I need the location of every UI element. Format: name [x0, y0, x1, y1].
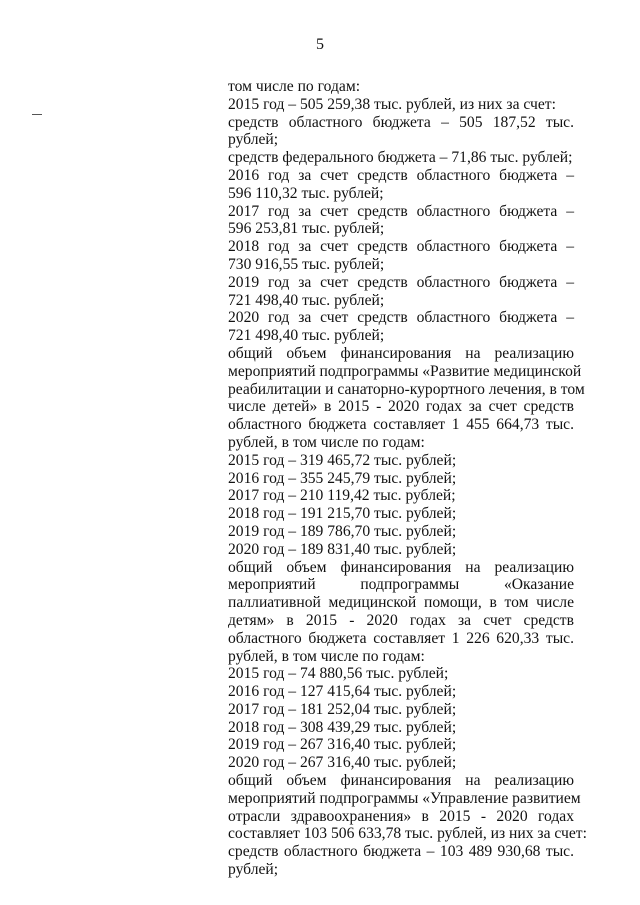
text-line: 2016 год за счет средств областного бюджета –	[228, 166, 574, 184]
text-line: том числе по годам:	[228, 78, 361, 95]
text-line: 2019 год за счет средств областного бюджета –	[228, 273, 574, 291]
text-line: общий объем финансирования на реализацию	[228, 772, 574, 790]
text-line: 721 498,40 тыс. рублей;	[228, 291, 385, 309]
text-line: 2019 год – 189 786,70 тыс. рублей;	[228, 522, 457, 540]
text-line: средств областного бюджета – 103 489 930,68 тыс.	[228, 843, 574, 861]
page-number: 5	[316, 36, 324, 53]
text-line: 2015 год – 74 880,56 тыс. рублей;	[228, 665, 449, 683]
text-line: 730 916,55 тыс. рублей;	[228, 255, 385, 273]
text-line: 2015 год – 505 259,38 тыс. рублей, из них за счет:	[228, 95, 556, 113]
text-line: составляет 103 506 633,78 тыс. рублей, из них за счет:	[228, 825, 587, 843]
text-line: мероприятий подпрограммы «Управление развитием	[228, 789, 581, 807]
text-line: реабилитации и санаторно-курортного лечения, в том	[228, 380, 585, 398]
text-line: детям» в 2015 - 2020 годах за счет средств	[228, 611, 574, 629]
text-line: 2020 год – 267 316,40 тыс. рублей;	[228, 754, 457, 772]
text-line: 2017 год – 210 119,42 тыс. рублей;	[228, 487, 456, 505]
text-line: 2016 год – 355 245,79 тыс. рублей;	[228, 469, 457, 487]
text-line: паллиативной медицинской помощи, в том числе	[228, 594, 574, 612]
text-line: 596 110,32 тыс. рублей;	[228, 184, 384, 202]
text-line: 2018 год – 191 215,70 тыс. рублей;	[228, 505, 457, 523]
text-line: средств федерального бюджета – 71,86 тыс. рублей;	[228, 149, 573, 167]
text-line: 2017 год – 181 252,04 тыс. рублей;	[228, 700, 457, 718]
text-line: областного бюджета составляет 1 455 664,73 тыс.	[228, 416, 574, 434]
text-line: областного бюджета составляет 1 226 620,33 тыс.	[228, 629, 574, 647]
text-line: 2016 год – 127 415,64 тыс. рублей;	[228, 683, 457, 701]
text-line: 2020 год за счет средств областного бюджета –	[228, 309, 574, 327]
text-line: 721 498,40 тыс. рублей;	[228, 327, 385, 345]
text-line: рублей, в том числе по годам:	[228, 647, 425, 665]
text-line: числе детей» в 2015 - 2020 годах за счет средств	[228, 398, 574, 416]
text-line: мероприятий подпрограммы «Оказание	[228, 576, 574, 594]
text-line: мероприятий подпрограммы «Развитие медицинской	[228, 362, 582, 380]
text-line: 2019 год – 267 316,40 тыс. рублей;	[228, 736, 457, 754]
margin-mark	[32, 114, 42, 115]
text-line: отрасли здравоохранения» в 2015 - 2020 годах	[228, 807, 574, 825]
text-line: рублей, в том числе по годам:	[228, 433, 425, 451]
text-line: 2020 год – 189 831,40 тыс. рублей;	[228, 540, 457, 558]
text-line: 2018 год – 308 439,29 тыс. рублей;	[228, 718, 457, 736]
text-line: общий объем финансирования на реализацию	[228, 344, 574, 362]
text-line: 2017 год за счет средств областного бюджета –	[228, 202, 574, 220]
text-line: рублей;	[228, 861, 279, 879]
text-line: рублей;	[228, 131, 279, 149]
text-line: 2015 год – 319 465,72 тыс. рублей;	[228, 451, 457, 469]
document-body	[228, 78, 587, 879]
text-line: 2018 год за счет средств областного бюджета –	[228, 238, 574, 256]
text-line: средств областного бюджета – 505 187,52 тыс.	[228, 113, 574, 131]
text-line: общий объем финансирования на реализацию	[228, 558, 574, 576]
text-line: 596 253,81 тыс. рублей;	[228, 220, 385, 238]
